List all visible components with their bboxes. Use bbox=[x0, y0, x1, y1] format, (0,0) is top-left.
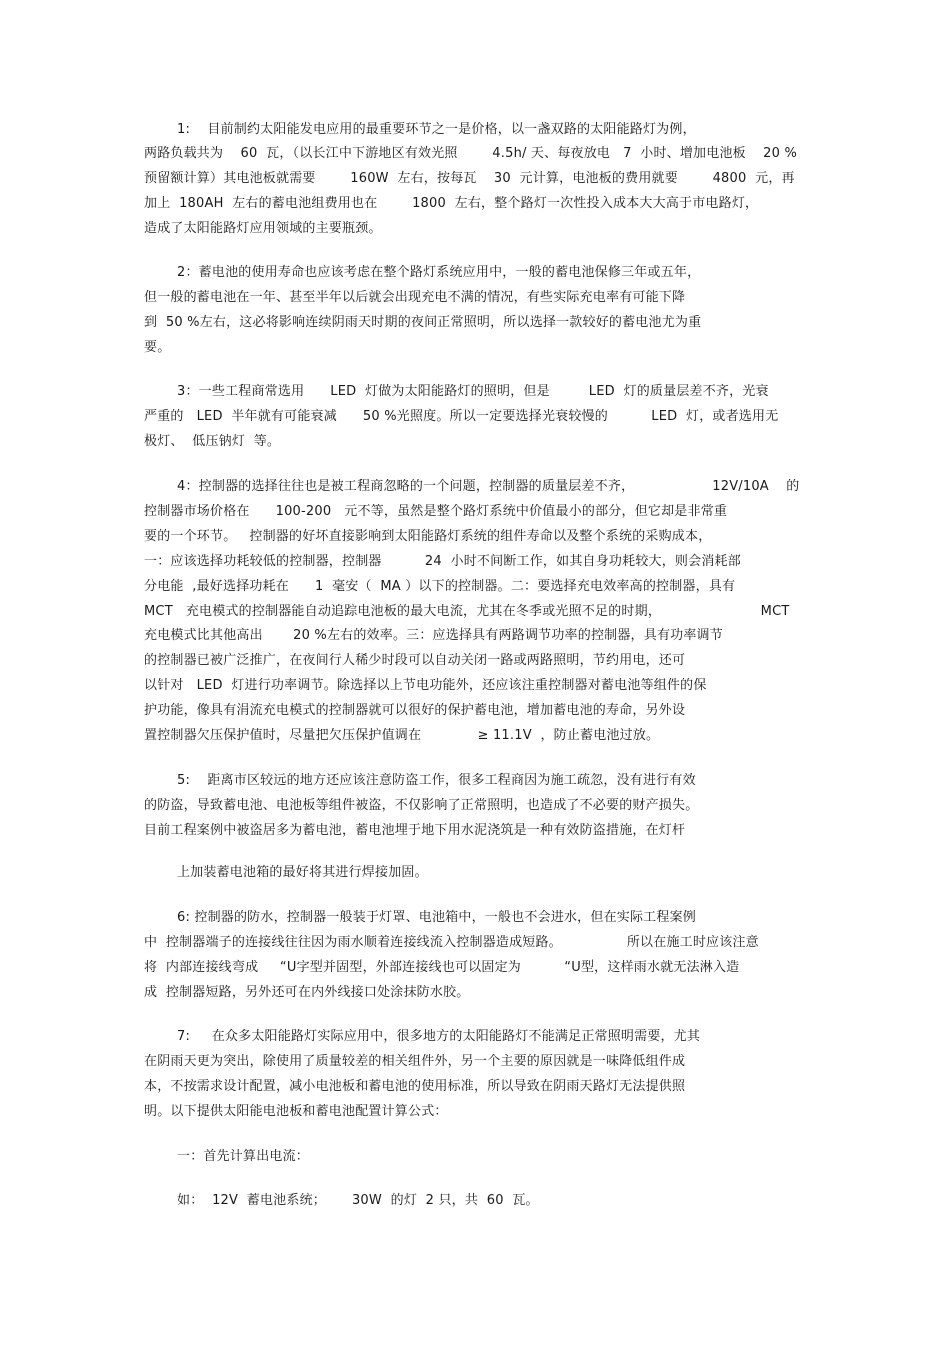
paragraph-6-line-1: 上加装蓄电池箱的最好将其进行焊接加固。 bbox=[177, 865, 428, 880]
paragraph-2-line-3: 到 50 %左右，这必将影响连续阴雨天时期的夜间正常照明，所以选择一款较好的蓄电池尤为重 bbox=[144, 315, 702, 330]
paragraph-2-line-1: 2：蓄电池的使用寿命也应该考虑在整个路灯系统应用中，一般的蓄电池保修三年或五年， bbox=[177, 265, 701, 280]
paragraph-8-line-4: 明。以下提供太阳能电池板和蓄电池配置计算公式： bbox=[144, 1104, 448, 1119]
paragraph-4-line-5: 分电能 ,最好选择功耗在 1 毫安（ MA ）以下的控制器。二：要选择充电效率高的控制器，具有 bbox=[144, 579, 736, 594]
paragraph-8-line-3: 本，不按需求设计配置，减小电池板和蓄电池的使用标准，所以导致在阴雨天路灯无法提供照 bbox=[144, 1079, 686, 1094]
paragraph-4-line-2: 控制器市场价格在 100-200 元不等，虽然是整个路灯系统中价值最小的部分，但它却是非常重 bbox=[144, 504, 728, 519]
paragraph-4-line-1: 4：控制器的选择往往也是被工程商忽略的一个问题，控制器的质量层差不齐， 12V/10A 的 bbox=[177, 479, 800, 494]
paragraph-1-line-3: 预留额计算）其电池板就需要 160W 左右，按每瓦 30 元计算，电池板的费用就要 4800 元，再 bbox=[144, 171, 795, 186]
paragraph-3-line-1: 3：一些工程商常选用 LED 灯做为太阳能路灯的照明，但是 LED 灯的质量层差不齐，光衰 bbox=[177, 384, 769, 399]
paragraph-7-line-2: 中 控制器端子的连接线往往因为雨水顺着连接线流入控制器造成短路。 所以在施工时应该注意 bbox=[144, 935, 759, 950]
paragraph-5-line-1: 5: 距离市区较远的地方还应该注意防盗工作，很多工程商因为施工疏忽，没有进行有效 bbox=[177, 773, 696, 788]
paragraph-7-line-3: 将 内部连接线弯成 “U字型并固型，外部连接线也可以固定为 “U型，这样雨水就无法淋入造 bbox=[144, 960, 740, 975]
paragraph-2-line-2: 但一般的蓄电池在一年、甚至半年以后就会出现充电不满的情况，有些实际充电率有可能下降 bbox=[144, 290, 686, 305]
paragraph-4-line-8: 的控制器已被广泛推广，在夜间行人稀少时段可以自动关闭一路或两路照明，节约用电，还可 bbox=[144, 653, 686, 668]
paragraph-2-line-4: 要。 bbox=[144, 340, 171, 355]
paragraph-4-line-3: 要的一个环节。 控制器的好坏直接影响到太阳能路灯系统的组件寿命以及整个系统的采购成本， bbox=[144, 529, 712, 544]
paragraph-7-line-1: 6: 控制器的防水，控制器一般装于灯罩、电池箱中，一般也不会进水，但在实际工程案例 bbox=[177, 910, 696, 925]
paragraph-4-line-4: 一：应该选择功耗较低的控制器，控制器 24 小时不间断工作，如其自身功耗较大，则会消耗部 bbox=[144, 554, 741, 569]
paragraph-1-line-2: 两路负载共为 60 瓦，（以长江中下游地区有效光照 4.5h/ 天、每夜放电 7 小时、增加电池板 20 % bbox=[144, 146, 798, 161]
paragraph-1-line-1: 1: 目前制约太阳能发电应用的最重要环节之一是价格，以一盏双路的太阳能路灯为例， bbox=[177, 122, 696, 137]
paragraph-5-line-3: 目前工程案例中被盗居多为蓄电池，蓄电池埋于地下用水泥浇筑是一种有效防盗措施，在灯杆 bbox=[144, 823, 686, 838]
paragraph-4-line-9: 以针对 LED 灯进行功率调节。除选择以上节电功能外，还应该注重控制器对蓄电池等组件的保 bbox=[144, 678, 707, 693]
paragraph-7-line-4: 成 控制器短路，另外还可在内外线接口处涂抹防水胶。 bbox=[144, 985, 470, 1000]
paragraph-5-line-2: 的防盗，导致蓄电池、电池板等组件被盗，不仅影响了正常照明，也造成了不必要的财产损失。 bbox=[144, 798, 699, 813]
paragraph-9-line-1: 一：首先计算出电流： bbox=[177, 1149, 310, 1164]
paragraph-4-line-7: 充电模式比其他高出 20 %左右的效率。三：应选择具有两路调节功率的控制器，具有功率调节 bbox=[144, 628, 723, 643]
paragraph-1-line-4: 加上 180AH 左右的蓄电池组费用也在 1800 左右，整个路灯一次性投入成本大大高于市电路灯， bbox=[144, 196, 759, 211]
paragraph-3-line-2: 严重的 LED 半年就有可能衰减 50 %光照度。所以一定要选择光衰较慢的 LED 灯，或者选用无 bbox=[144, 409, 779, 424]
paragraph-8-line-1: 7: 在众多太阳能路灯实际应用中，很多地方的太阳能路灯不能满足正常照明需要，尤其 bbox=[177, 1029, 701, 1044]
paragraph-3-line-3: 极灯、 低压钠灯 等。 bbox=[144, 434, 281, 449]
paragraph-4-line-11: 置控制器欠压保护值时，尽量把欠压保护值调在 ≥ 11.1V ，防止蓄电池过放。 bbox=[144, 728, 660, 743]
paragraph-4-line-10: 护功能，像具有涓流充电模式的控制器就可以很好的保护蓄电池，增加蓄电池的寿命，另外设 bbox=[144, 703, 686, 718]
paragraph-10-line-1: 如： 12V 蓄电池系统； 30W 的灯 2 只，共 60 瓦。 bbox=[177, 1193, 539, 1208]
paragraph-4-line-6: MCT 充电模式的控制器能自动追踪电池板的最大电流，尤其在冬季或光照不足的时期， MCT bbox=[144, 604, 790, 619]
paragraph-1-line-5: 造成了太阳能路灯应用领域的主要瓶颈。 bbox=[144, 221, 382, 236]
paragraph-8-line-2: 在阴雨天更为突出，除使用了质量较差的相关组件外，另一个主要的原因就是一味降低组件成 bbox=[144, 1054, 686, 1069]
